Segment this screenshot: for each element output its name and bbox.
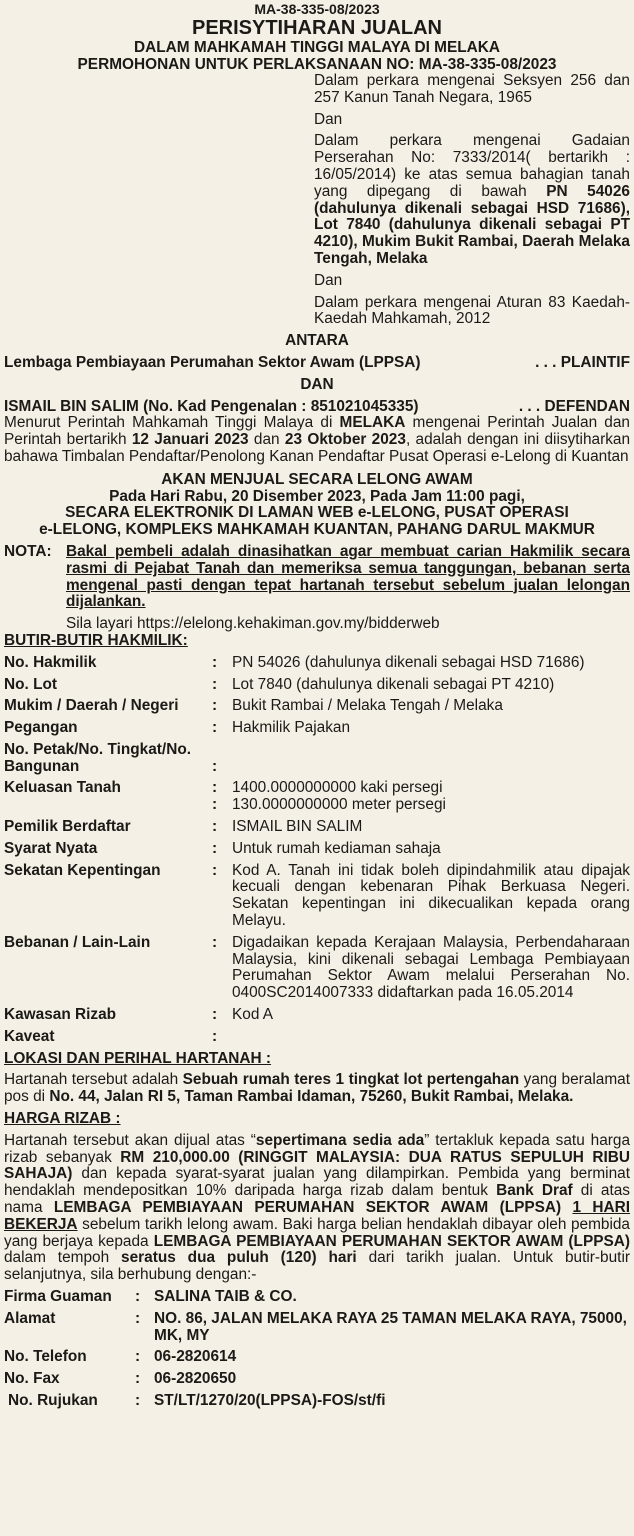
table-row [4,650,630,672]
nota-visit-link[interactable]: Sila layari https://elelong.kehakiman.gov.my/bidderweb [66,615,440,633]
harga-text-2: ” tertakluk kepada satu harga rizab sebanyak [4,1131,630,1166]
harga-text-1: Hartanah tersebut akan dijual atas “ [4,1131,256,1149]
defendant-name: ISMAIL BIN SALIM (No. Kad Pengenalan : 851021045335) [4,397,419,415]
lokasi-property-type: Sebuah rumah teres 1 tingkat lot pertengahan [182,1071,520,1089]
row-key: No. Petak/No. Tingkat/No. Bangunan [4,740,191,775]
row-colon: : [212,796,218,814]
row-colon: : [135,1370,141,1388]
lokasi-paragraph [4,1072,630,1106]
row-value: 130.0000000000 meter persegi [232,796,446,814]
table-row [4,1002,630,1024]
row-colon: : [212,1006,218,1024]
plaintiff-role: . . . PLAINTIF [535,353,630,371]
row-key: Mukim / Daerah / Negeri [4,697,179,715]
row-colon: : [212,861,218,879]
row-key [4,797,212,814]
table-row [4,1306,630,1345]
firm-reference: ST/LT/1270/20(LPPSA)-FOS/st/fi [154,1391,386,1409]
lokasi-heading: LOKASI DAN PERIHAL HARTANAH : [4,1049,272,1067]
defendant-role: . . . DEFENDAN [518,397,630,415]
row-colon: : [135,1391,141,1409]
row-colon: : [135,1288,141,1305]
matter-1: Dalam perkara mengenai Seksyen 256 dan 257 Kanun Tanah Negara, 1965 [314,72,630,106]
order-text-2: mengenai Perintah Jualan dan Perintah bertarikh [4,414,630,449]
row-value: Untuk rumah kediaman sahaja [232,839,441,857]
harga-text-8: dari tarikh jualan. Untuk butir-butir selanjutnya, sila berhubung dengan:- [4,1249,630,1284]
document-title: PERISYTIHARAN JUALAN [191,17,443,39]
nota-text: Bakal pembeli adalah dinasihatkan agar membuat carian Hakmilik secara rasmi di Pejabat Tanah dan memeriksa semua tanggungan, bebanan serta mengenal pasti dengan tepat hartanah tersebut sebelum jualan lelongan dijalankan. [66,542,630,611]
antara-heading: ANTARA [285,332,349,350]
row-colon: : [212,839,218,857]
row-colon: : [212,757,218,775]
harga-heading: HARGA RIZAB : [4,1110,121,1128]
harga-text-4: di atas nama [4,1182,630,1217]
matter-2-title-bold: PN 54026 (dahulunya dikenali sebagai HSD 71686), Lot 7840 (dahulunya dikenali sebagai PT 4210), Mukim Bukit Rambai, Daerah Melaka Tengah, Melaka [314,182,630,267]
court-name: DALAM MAHKAMAH TINGGI MALAYA DI MELAKA [134,39,500,56]
row-colon: : [212,697,218,715]
row-colon: : [212,1027,218,1045]
row-key: Pemilik Berdaftar [4,818,131,836]
row-value: ISMAIL BIN SALIM [232,818,363,836]
lokasi-text-2: yang beralamat pos di [4,1071,630,1106]
reference-number: MA-38-335-08/2023 [254,1,380,17]
harga-text-6: sebelum tarikh lelong awam. Baki harga belian hendaklah dibayar oleh pembida yang berjaya kepada [4,1215,630,1250]
butir-heading: BUTIR-BUTIR HAKMILIK: [4,631,188,649]
row-key: Sekatan Kepentingan [4,861,161,879]
dan-heading: DAN [300,375,334,393]
harga-payee-2: LEMBAGA PEMBIAYAAN PERUMAHAN SEKTOR AWAM (LPPSA) [153,1232,630,1250]
harga-text-3: dan kepada syarat-syarat jualan yang dilampirkan. Pembida yang berminat hendaklah mendepositkan 10% daripada harga rizab dalam bentuk [4,1165,630,1200]
harga-payee: LEMBAGA PEMBIAYAAN PERUMAHAN SEKTOR AWAM (LPPSA) [53,1199,562,1217]
row-key: Bebanan / Lain-Lain [4,933,151,951]
auction-line-3: SECARA ELEKTRONIK DI LAMAN WEB e-LELONG, PUSAT OPERASI [65,504,569,522]
table-row [4,1024,630,1046]
plaintiff-row [4,355,630,372]
order-text-3: dan [248,431,285,449]
harga-text-7: dalam tempoh [4,1249,122,1267]
row-key: No. Lot [4,675,57,693]
row-value: Bukit Rambai / Melaka Tengah / Melaka [232,697,503,715]
row-value: Kod A [232,1006,274,1024]
application-number: PERMOHONAN UNTUK PERLAKSANAAN NO: MA-38-335-08/2023 [77,56,557,73]
row-colon: : [212,675,218,693]
firm-phone: 06-2820614 [154,1348,237,1366]
table-row [4,930,630,1002]
table-row [4,858,630,930]
matter-dan-2: Dan [314,271,343,289]
table-row [4,1388,630,1410]
row-colon: : [135,1348,141,1366]
row-key: Keluasan Tanah [4,779,121,797]
table-row [4,693,630,715]
table-row [4,672,630,694]
matter-dan-1: Dan [314,110,343,128]
firm-key: No. Telefon [4,1348,87,1366]
order-paragraph [4,415,630,465]
row-key: Kaveat [4,1027,55,1045]
auction-line-1: AKAN MENJUAL SECARA LELONG AWAM [161,470,473,488]
table-row [4,797,630,814]
defendant-row [4,399,630,416]
order-text-4: , adalah dengan ini diisytiharkan bahawa Timbalan Pendaftar/Penolong Kanan Pendaftar Pusat Operasi e-Lelong di Kuantan [4,431,631,465]
firm-name: SALINA TAIB & CO. [154,1288,297,1305]
matter-2 [314,133,630,267]
table-row [4,775,630,797]
nota-label: NOTA: [4,542,52,560]
firm-key: No. Rujukan [8,1391,98,1409]
lokasi-text-1: Hartanah tersebut adalah [4,1071,183,1089]
order-date-2: 23 Oktober 2023 [284,431,406,449]
table-row [4,1284,630,1306]
firm-key: Alamat [4,1309,56,1327]
firm-address: NO. 86, JALAN MELAKA RAYA 25 TAMAN MELAKA RAYA, 75000, MK, MY [154,1309,627,1344]
harga-period: seratus dua puluh (120) hari [121,1249,357,1267]
row-colon: : [212,719,218,737]
order-court-location: MELAKA [339,414,406,432]
auction-line-4: e-LELONG, KOMPLEKS MAHKAMAH KUANTAN, PAHANG DARUL MAKMUR [39,521,595,539]
row-colon: : [212,818,218,836]
row-value: Kod A. Tanah ini tidak boleh dipindahmilik atau dipajak kecuali dengan kebenaran Pihak Berkuasa Negeri. Sekatan kepentingan ini dikecualikan kepada orang Melayu. [232,861,630,930]
table-row [4,1344,630,1366]
harga-bank-draft: Bank Draf [496,1182,573,1200]
row-key: Kawasan Rizab [4,1006,117,1024]
nota-block [4,544,630,633]
firm-key: No. Fax [4,1370,60,1388]
row-value: Digadaikan kepada Kerajaan Malaysia, Perbendaharaan Malaysia, kini dikenali sebagai Lembaga Pembiayaan Perumahan Sektor Awam melalui Perserahan No. 0400SC2014007333 didaftarkan pada 16.05.2014 [232,933,630,1002]
row-colon: : [212,779,218,797]
harga-text-5 [561,1199,572,1216]
firm-fax: 06-2820650 [154,1370,237,1388]
row-value: 1400.0000000000 kaki persegi [232,779,443,797]
table-row [4,814,630,836]
row-colon: : [212,933,218,951]
table-row [4,1366,630,1388]
firm-key: Firma Guaman [4,1288,112,1305]
harga-deadline: 1 HARI BEKERJA [4,1199,630,1233]
firm-table [4,1284,630,1410]
row-value: PN 54026 (dahulunya dikenali sebagai HSD 71686) [232,653,585,671]
plaintiff-name: Lembaga Pembiayaan Perumahan Sektor Awam (LPPSA) [4,353,421,371]
row-colon: : [212,653,218,671]
row-value: Lot 7840 (dahulunya dikenali sebagai PT 4210) [232,675,555,693]
row-value [232,737,630,776]
auction-line-2: Pada Hari Rabu, 20 Disember 2023, Pada Jam 11:00 pagi, [109,487,525,505]
butir-table [4,650,630,1046]
harga-reserve-price: RM 210,000.00 (RINGGIT MALAYSIA: DUA RATUS SEPULUH RIBU SAHAJA) [4,1148,631,1183]
row-colon: : [135,1309,141,1327]
table-row [4,715,630,737]
lokasi-address: No. 44, Jalan RI 5, Taman Rambai Idaman, 75260, Bukit Rambai, Melaka. [49,1088,574,1106]
matter-3: Dalam perkara mengenai Aturan 83 Kaedah-Kaedah Mahkamah, 2012 [314,293,630,328]
row-value: Hakmilik Pajakan [232,719,351,737]
matter-2-text: Dalam perkara mengenai Gadaian Perserahan No: 7333/2014( bertarikh : 16/05/2014) ke atas semua bahagian tanah yang dipegang di bawah [314,132,630,200]
row-key: Pegangan [4,719,78,737]
table-row [4,836,630,858]
harga-paragraph [4,1133,630,1284]
order-text-1: Menurut Perintah Mahkamah Tinggi Malaya di [4,414,340,432]
row-value [232,1024,630,1046]
table-row [4,737,630,776]
harga-as-is: sepertimana sedia ada [255,1131,425,1149]
row-key: Syarat Nyata [4,839,98,857]
order-date-1: 12 Januari 2023 [131,431,249,449]
row-key: No. Hakmilik [4,653,97,671]
